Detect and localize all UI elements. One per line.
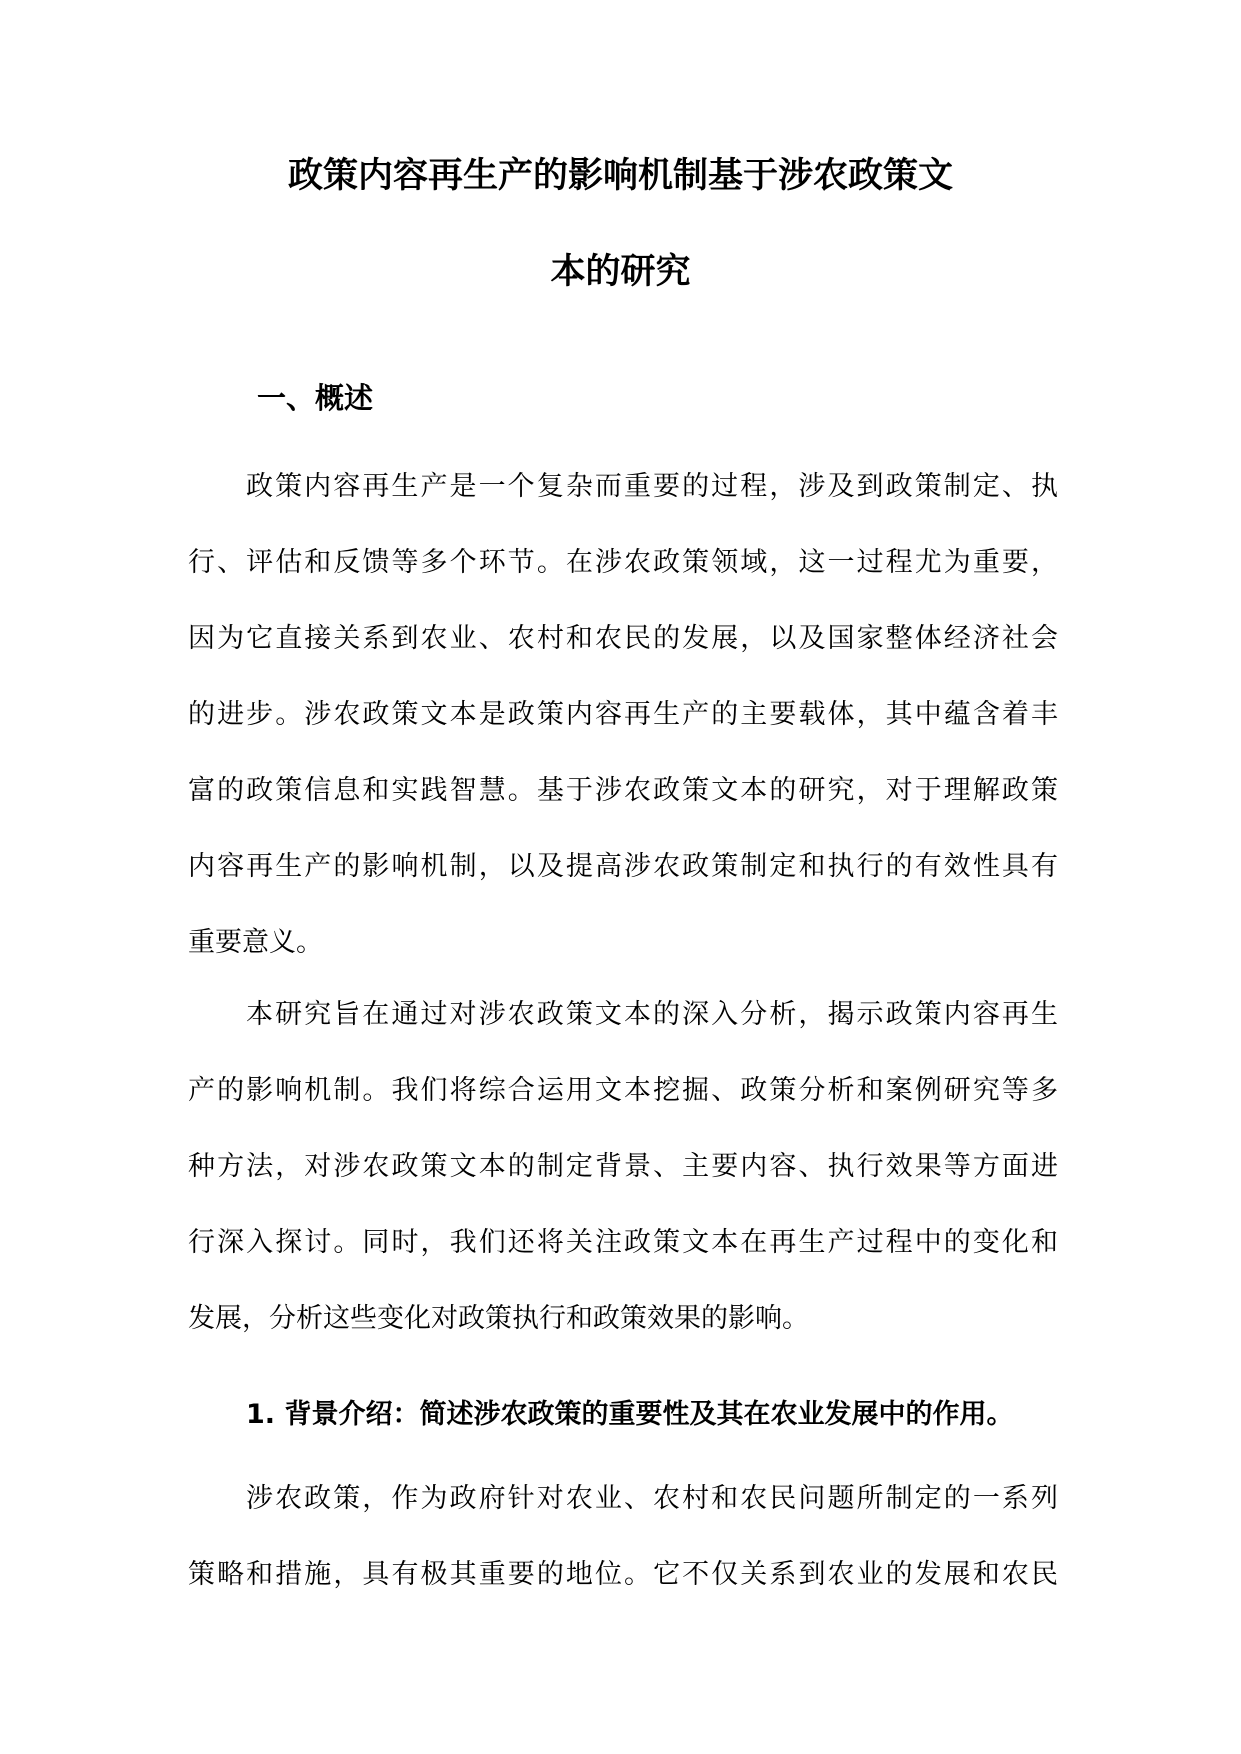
paragraph-line: 内容再生产的影响机制，以及提高涉农政策制定和执行的有效性具有 [188,851,1058,882]
paragraph-background [188,1461,1058,1613]
document-title-line-1: 政策内容再生产的影响机制基于涉农政策文 [287,156,953,196]
paragraph-line: 因为它直接关系到农业、农村和农民的发展，以及国家整体经济社会 [188,623,1058,654]
document-title-line-2: 本的研究 [550,252,691,292]
paragraph-line: 发展，分析这些变化对政策执行和政策效果的影响。 [188,1303,809,1334]
paragraph-line: 行、评估和反馈等多个环节。在涉农政策领域，这一过程尤为重要， [188,547,1058,578]
paragraph-line: 的进步。涉农政策文本是政策内容再生产的主要载体，其中蕴含着丰 [188,699,1058,730]
paragraph-overview-2 [188,977,1058,1357]
paragraph-line: 政策内容再生产是一个复杂而重要的过程，涉及到政策制定、执 [246,471,1058,502]
section-heading: 一、概述 [257,381,374,415]
paragraph-line: 本研究旨在通过对涉农政策文本的深入分析，揭示政策内容再生 [246,999,1058,1030]
paragraph-line: 涉农政策，作为政府针对农业、农村和农民问题所制定的一系列 [246,1483,1058,1514]
paragraph-line: 策略和措施，具有极其重要的地位。它不仅关系到农业的发展和农民 [188,1559,1058,1590]
paragraph-overview-1 [188,449,1058,981]
paragraph-line: 产的影响机制。我们将综合运用文本挖掘、政策分析和案例研究等多 [188,1075,1058,1106]
subheading-background: 1. 背景介绍：简述涉农政策的重要性及其在农业发展中的作用。 [246,1399,1014,1430]
paragraph-line: 种方法，对涉农政策文本的制定背景、主要内容、执行效果等方面进 [188,1151,1058,1182]
paragraph-line: 行深入探讨。同时，我们还将关注政策文本在再生产过程中的变化和 [188,1227,1058,1258]
paragraph-line: 重要意义。 [188,927,323,958]
paragraph-line: 富的政策信息和实践智慧。基于涉农政策文本的研究，对于理解政策 [188,775,1058,806]
